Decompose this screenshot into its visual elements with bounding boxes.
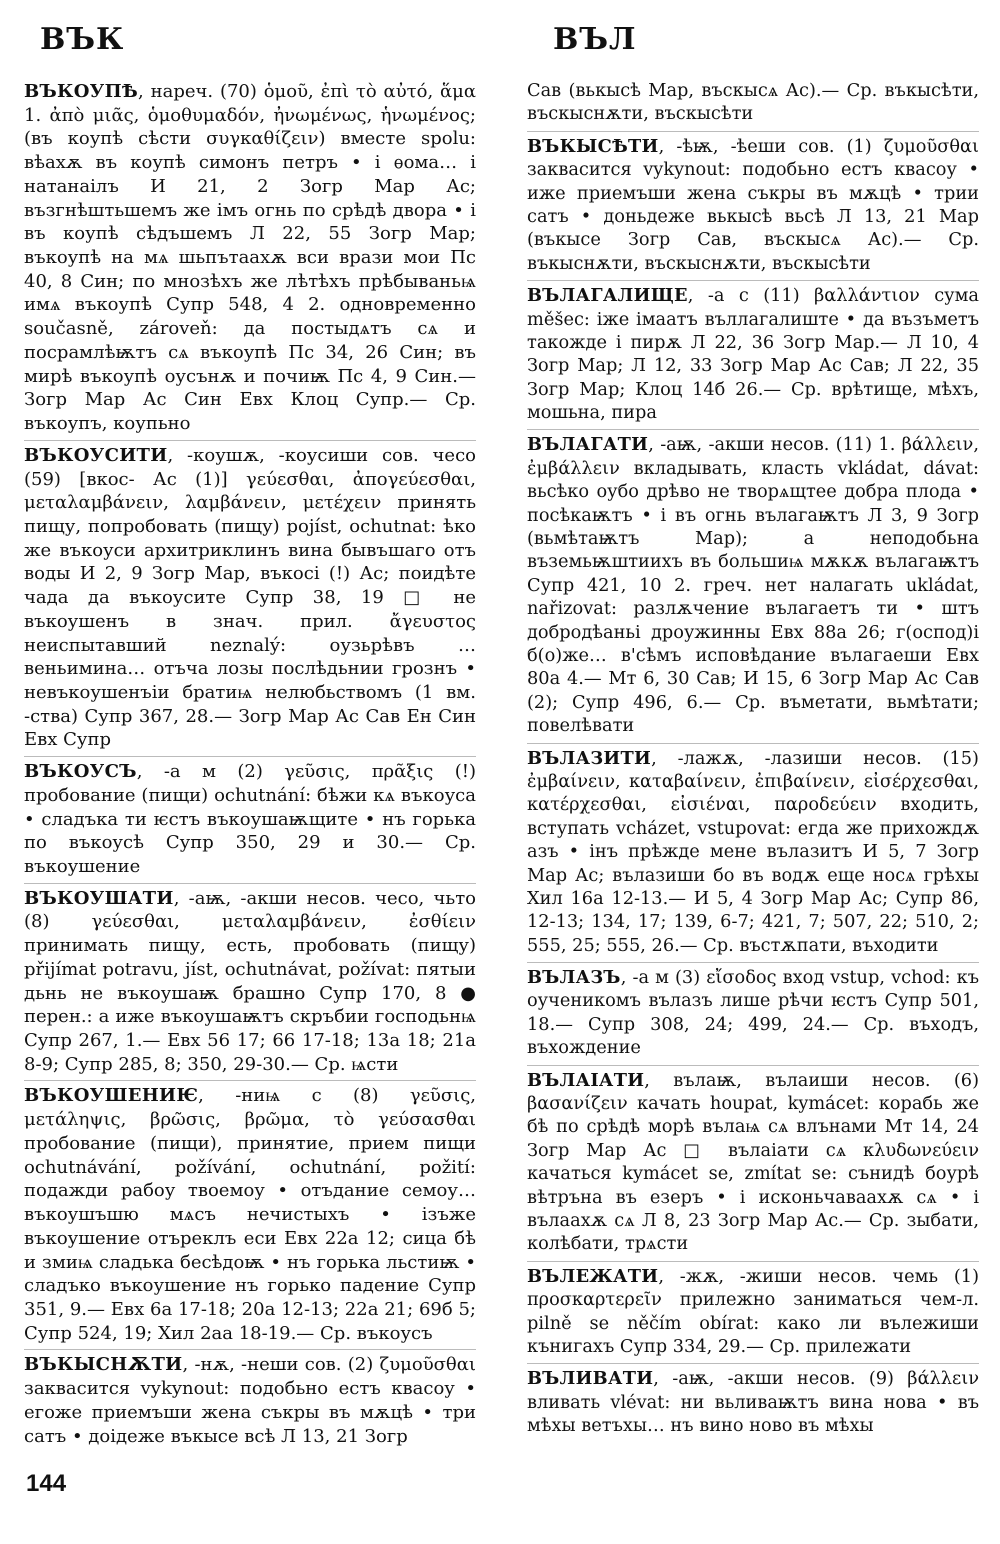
entry-headword: ВЪЛАЗЪ: [527, 967, 621, 989]
entry-separator: [24, 756, 476, 757]
entry-headword: ВЪЛИВАТИ: [527, 1368, 654, 1390]
entry-headword: ВЪЛАГАЛИЩЕ: [527, 285, 688, 307]
dictionary-entry: [527, 80, 979, 127]
entry-text: -а с (11) βαλλάντιον сума měšec: іже імаатъ въллагалиште • да възъметъ такожде і пирѫ Л 22, 36 Зогр Мар.— Л 10, 4 Зогр Мар; Л 12, 33 Зогр Мар Ас Сав; Л 22, 35 Зогр Мар; Клоц 14б 26.— Ср. врѣтище, мѣхъ, мошьна, пира: [527, 286, 979, 424]
entry-separator: [527, 743, 979, 744]
left-column: [24, 80, 476, 1448]
dictionary-entry: ВЪКОУПѢ, нареч. (70) ὁμοῦ, ἐπὶ τὸ αὐτό, ἅμα 1. ἀπὸ μιᾶς, ὁμοθυμαδόν, ἠνωμένως, ἡνωμένος; (въ коупѣ сѣсти συγκαθίζειν) вместе spolu: вѣахѫ въ коупѣ симонъ петръ • і ѳома… і натанаілъ И 21, 2 Зогр Мар Ас; възгнѣштьшемъ же імъ огнь по срѣдѣ двора • і въ коупѣ сѣдъшемъ Л 22, 55 Зогр Мар; въкоупѣ на мѧ шьпътаахѫ вси врази мои Пс 40, 8 Син; по мнозѣхъ же лѣтѣхъ прѣбываньѩ имѧ въкоупѣ Супр 548, 4 2. одновременно současně, zároveň: да постыдѧтъ сѧ и посрамлѣѭтъ сѧ въкоупѣ Пс 34, 26 Син; въ мирѣ въкоупѣ оусънѫ и почиѭ Пс 4, 9 Син.— Зогр Мар Ас Син Евх Клоц Супр.— Ср. въкоупъ, коупьно: [24, 81, 476, 435]
entry-headword: ВЪЛАІАТИ: [527, 1069, 645, 1091]
entry-text: -аѭ, -акши несов. (9) βάλλειν вливать vlévat: ни вьливаѭтъ вина нова • въ мѣхы ветъхы… нъ вино ново въ мѣхы: [527, 1369, 980, 1437]
entry-headword: ВЪКЫСѢТИ: [527, 135, 659, 157]
dictionary-entry: ВЪЛАГАЛИЩЕ, -а с (11) βαλλάντιον сума měšec: іже імаатъ въллагалиште • да възъметъ такожде і пирѫ Л 22, 36 Зогр Мар.— Л 10, 4 Зогр Мар; Л 12, 33 Зогр Мар Ас Сав; Л 22, 35 Зогр Мар; Клоц 14б 26.— Ср. врѣтище, мѣхъ, мошьна, пира: [527, 285, 979, 424]
entry-separator: [527, 1261, 979, 1262]
dictionary-entry: ВЪЛЕЖАТИ, -жѫ, -жиши несов. чемь (1) προσκαρτερεῖν прилежно заниматься чем-л. pilně se něčím obírat: како ли вълежиши кънигахъ Супр 334, 29.— Ср. прилежати: [527, 1265, 979, 1357]
dictionary-entry: ВЪКЫСНѪТИ, -нѫ, -неши сов. (2) ζυμοῦσθαι заквасится vykynout: подобьно естъ квасоу • егоже приемъши жена съкры въ мѫцѣ • три сатъ • доідеже въкысе всѣ Л 13, 21 Зогр: [24, 1354, 476, 1447]
entry-headword: ВЪКОУШАТИ: [24, 887, 174, 909]
entry-text: -а м (2) γεῦσις, πρᾶξις (!) пробование (пищи) ochutnání: бѣжи кѧ въкоуса • сладъка ти ѥстъ въкоушаѭщите • нъ горька по въкоусѣ Супр 350, 29 и 30.— Ср. въкоушение: [24, 761, 476, 877]
entry-text: -ниѩ с (8) γεῦσις, μετάληψις, βρῶσις, βρῶμα, τὸ γεύσασθαι пробование (пищи), принятие, прием пищи ochutnávání, požívání, ochutnání, požití: подажди рабоу твоемоу • отъдание семоу… въкоушъшю мѧсъ нечистыхъ • ізъже въкоушение отъреклъ еси Евх 22а 12; сица бѣ и змиѩ сладька бесѣдоѭ • нъ горька льстиѭ • сладъко въкоушение нъ горько падение Супр 351, 9.— Евх 6а 17-18; 20а 12-13; 22а 21; 69б 5; Супр 524, 19; Хил 2аа 18-19.— Ср. въкоусъ: [24, 1085, 476, 1344]
entry-separator: [24, 1349, 476, 1350]
entry-separator: [527, 1065, 979, 1066]
dictionary-entry: ВЪКОУШЕНИѤ, -ниѩ с (8) γεῦσις, μετάληψις, βρῶσις, βρῶμα, τὸ γεύσασθαι пробование (пищи), принятие, прием пищи ochutnávání, požívání, ochutnání, požití: подажди рабоу твоемоу • отъдание семоу… въкоушъшю мѧсъ нечистыхъ • ізъже въкоушение отъреклъ еси Евх 22а 12; сица бѣ и змиѩ сладька бесѣдоѭ • нъ горька льстиѭ • сладъко въкоушение нъ горько падение Супр 351, 9.— Евх 6а 17-18; 20а 12-13; 22а 21; 69б 5; Супр 524, 19; Хил 2аа 18-19.— Ср. въкоусъ: [24, 1085, 476, 1344]
dictionary-entry: ВЪЛАЗИТИ, -лажѫ, -лазиши несов. (15) ἐμβαίνειν, καταβαίνειν, ἐπιβαίνειν, εἰσέρχεσθαι, κατέρχεσθαι, εἰσιέναι, παροδεύειν входить, вступать vcházet, vstupovat: егда же прихождѫ азъ • інъ прѣжде мене вълазитъ И 5, 7 Зогр Мар Ас; вълазиши бо въ водѫ еще носѧ грѣхы Хил 16а 12-13.— И 5, 4 Зогр Мар Ас; Супр 86, 12-13; 134, 17; 139, 6-7; 421, 7; 507, 22; 510, 2; 555, 25; 555, 26.— Ср. въстѫпати, въходити: [527, 747, 979, 956]
entry-headword: ВЪКЫСНѪТИ: [24, 1354, 183, 1376]
running-head-left: ВЪК: [40, 22, 125, 57]
entry-separator: [527, 1363, 979, 1364]
entry-separator: [24, 1080, 476, 1081]
dictionary-entry: ВЪЛАЗЪ, -а м (3) εἴσοδος вход vstup, vchod: къ оученикомъ вълазъ лише рѣчи ѥстъ Супр 501, 18.— Супр 308, 24; 499, 24.— Ср. въходъ, въхождение: [527, 967, 979, 1059]
entry-text: вълаѭ, вълаиши несов. (6) βασανίζειν качать houpat, kymácet: корабь же бѣ по срѣдѣ морѣ вълаѩ сѧ влънами Мт 14, 24 Зогр Мар Ас □ вълаіати сѧ κλυδωνεύειν качаться kymácet se, zmítat se: сънидѣ боурѣ вѣтръна въ езеръ • і исконьчаваахѫ сѧ • і вълаахѫ сѧ Л 8, 23 Зогр Мар Ас.— Ср. зыбати, колѣбати, трѧсти: [527, 1070, 979, 1255]
entry-text: -а м (3) εἴσοδος вход vstup, vchod: къ оученикомъ вълазъ лише рѣчи ѥстъ Супр 501, 18.— Супр 308, 24; 499, 24.— Ср. въходъ, въхождение: [527, 968, 979, 1059]
entry-headword: ВЪКОУШЕНИѤ: [24, 1085, 199, 1107]
entry-separator: [24, 440, 476, 441]
entry-headword: ВЪКОУСИТИ: [24, 444, 168, 466]
entry-text: -коушѫ, -коусиши сов. чесо (59) [вкос- Ас (1)] γεύεσθαι, ἀπογεύεσθαι, μεταλαμβάνειν, λαμβάνειν, μετέχειν принять пищу, попробовать (пищу) pojíst, ochutnat: ѣко же въкоуси архитриклинъ вина бывъшаго отъ воды И 2, 9 Зогр Мар, въкосі (!) Ас; поидѣте чада да въкоусите Супр 38, 19 □ не въкоушенъ в знач. прил. ἄγευστος неиспытавший neznalý: оузьрѣвъ … веньимина… отъча лозы послѣдьнии грознъ • невъкоушенъіи братиѩ нелюбьствомъ (1 вм. -ства) Супр 367, 28.— Зогр Мар Ас Сав Ен Син Евх Супр: [24, 444, 476, 751]
right-column: [527, 80, 979, 1438]
dictionary-entry: ВЪКЫСѢТИ, -ѣѭ, -ѣеши сов. (1) ζυμοῦσθαι заквасится vykynout: подобьно естъ квасоу • иже приемъши жена съкры въ мѫцѣ • трии сатъ • доньдеже вькысѣ вьсѣ Л 13, 21 Мар (въкысе Зогр Сав, въскысѧ Ас).— Ср. въкыснѫти, въскыснѫти, въскысѣти: [527, 135, 980, 274]
entry-text: нареч. (70) ὁμοῦ, ἐπὶ τὸ αὐτό, ἅμα 1. ἀπὸ μιᾶς, ὁμοθυμαδόν, ἠνωμένως, ἡνωμένος; (въ коупѣ сѣсти συγκαθίζειν) вместе spolu: вѣахѫ въ коупѣ симонъ петръ • і ѳома… і натанаілъ И 21, 2 Зогр Мар Ас; възгнѣштьшемъ же імъ огнь по срѣдѣ двора • і въ коупѣ сѣдъшемъ Л 22, 55 Зогр Мар; въкоупѣ на мѧ шьпътаахѫ вси врази мои Пс 40, 8 Син; по мнозѣхъ же лѣтѣхъ прѣбываньѩ имѧ въкоупѣ Супр 548, 4 2. одновременно současně, zároveň: да постыдѧтъ сѧ и посрамлѣѭтъ сѧ въкоупѣ Пс 34, 26 Син; въ мирѣ въкоупѣ оусънѫ и почиѭ Пс 4, 9 Син.— Зогр Мар Ас Син Евх Клоц Супр.— Ср. въкоупъ, коупьно: [24, 81, 476, 435]
entry-headword: ВЪЛАГАТИ: [527, 434, 649, 456]
entry-text: -аѭ, -акши несов. чесо, чьто (8) γεύεσθαι, μεταλαμβάνειν, ἐσθίειν принимать пищу, есть, пробовать (пищу) přijímat potravu, jíst, ochutnávat, požívat: пятыи дьнь не въкоушаѭ брашно Супр 170, 8 ● перен.: а иже въкоушаѭтъ скръбии господьнѩ Супр 267, 1.— Евх 56 17; 66 17-18; 13а 18; 21а 8-9; Супр 285, 8; 350, 29-30.— Ср. ѩсти: [24, 887, 476, 1075]
dictionary-entry: ВЪЛАГАТИ, -аѭ, -акши несов. (11) 1. βάλλειν, ἐμβάλλειν вкладывать, класть vkládat, dávat: вьсѣко оубо дрѣво не творѧщтее добра плода • посѣкаѭтъ • і въ огнь вълагаѭтъ Л 3, 9 Зогр (вьмѣтаѭтъ Мар); а неподобьна въземьѭштиихъ въ большиѩ мѫкѫ вълагаѭтъ Супр 421, 10 2. греч. нет налагать ukládat, nařizovat: разлѫчение вълагаетъ ти • штъ добродѣаньі дроужинны Евх 88а 26; г(оспод)і б(о)же… в'сѣмъ исповѣдание вълагаеши Евх 80а 4.— Мт 6, 30 Сав; И 15, 6 Зогр Мар Ас Сав (2); Супр 496, 6.— Ср. въметати, вьмѣтати; повелѣвати: [527, 434, 979, 737]
entry-text: -нѫ, -неши сов. (2) ζυμοῦσθαι заквасится vykynout: подобьно естъ квасоу • егоже приемъши жена съкры въ мѫцѣ • три сатъ • доідеже въкысе всѣ Л 13, 21 Зогр: [24, 1354, 476, 1447]
dictionary-entry: ВЪЛАІАТИ, вълаѭ, вълаиши несов. (6) βασανίζειν качать houpat, kymácet: корабь же бѣ по срѣдѣ морѣ вълаѩ сѧ влънами Мт 14, 24 Зогр Мар Ас □ вълаіати сѧ κλυδωνεύειν качаться kymácet se, zmítat se: сънидѣ боурѣ вѣтръна въ езеръ • і исконьчаваахѫ сѧ • і вълаахѫ сѧ Л 8, 23 Зогр Мар Ас.— Ср. зыбати, колѣбати, трѧсти: [527, 1069, 979, 1255]
entry-separator: [527, 280, 979, 281]
entry-separator: [24, 883, 476, 884]
entry-separator: [527, 962, 979, 963]
entry-text: Сав (вькысѣ Мар, въскысѧ Ас).— Ср. въкысѣти, въскыснѫти, въскысѣти: [527, 81, 979, 125]
entry-separator: [527, 429, 979, 430]
entry-separator: [527, 131, 979, 132]
entry-text: -аѭ, -акши несов. (11) 1. βάλλειν, ἐμβάλλειν вкладывать, класть vkládat, dávat: вьсѣко оубо дрѣво не творѧщтее добра плода • посѣкаѭтъ • і въ огнь вълагаѭтъ Л 3, 9 Зогр (вьмѣтаѭтъ Мар); а неподобьна въземьѭштиихъ въ большиѩ мѫкѫ вълагаѭтъ Супр 421, 10 2. греч. нет налагать ukládat, nařizovat: разлѫчение вълагаетъ ти • штъ добродѣаньі дроужинны Евх 88а 26; г(оспод)і б(о)же… в'сѣмъ исповѣдание вълагаеши Евх 80а 4.— Мт 6, 30 Сав; И 15, 6 Зогр Мар Ас Сав (2); Супр 496, 6.— Ср. въметати, вьмѣтати; повелѣвати: [527, 435, 979, 737]
entry-headword: ВЪЛАЗИТИ: [527, 747, 652, 769]
entry-headword: ВЪКОУСЪ: [24, 761, 137, 783]
entry-text: -ѣѭ, -ѣеши сов. (1) ζυμοῦσθαι заквасится vykynout: подобьно естъ квасоу • иже приемъши жена съкры въ мѫцѣ • трии сатъ • доньдеже вькысѣ вьсѣ Л 13, 21 Мар (въкысе Зогр Сав, въскысѧ Ас).— Ср. въкыснѫти, въскыснѫти, въскысѣти: [527, 136, 980, 274]
dictionary-entry: ВЪЛИВАТИ, -аѭ, -акши несов. (9) βάλλειν вливать vlévat: ни вьливаѭтъ вина нова • въ мѣхы ветъхы… нъ вино ново въ мѣхы: [527, 1368, 980, 1437]
entry-text: -лажѫ, -лазиши несов. (15) ἐμβαίνειν, καταβαίνειν, ἐπιβαίνειν, εἰσέρχεσθαι, κατέρχεσθαι, εἰσιέναι, παροδεύειν входить, вступать vcházet, vstupovat: егда же прихождѫ азъ • інъ прѣжде мене вълазитъ И 5, 7 Зогр Мар Ас; вълазиши бо въ водѫ еще носѧ грѣхы Хил 16а 12-13.— И 5, 4 Зогр Мар Ас; Супр 86, 12-13; 134, 17; 139, 6-7; 421, 7; 507, 22; 510, 2; 555, 25; 555, 26.— Ср. въстѫпати, въходити: [527, 748, 979, 956]
entry-text: -жѫ, -жиши несов. чемь (1) προσκαρτερεῖν прилежно заниматься чем-л. pilně se něčím obírat: како ли вълежиши кънигахъ Супр 334, 29.— Ср. прилежати: [527, 1266, 979, 1357]
entry-headword: ВЪКОУПѢ: [24, 81, 139, 102]
dictionary-entry: ВЪКОУСЪ, -а м (2) γεῦσις, πρᾶξις (!) пробование (пищи) ochutnání: бѣжи кѧ въкоуса • сладъка ти ѥстъ въкоушаѭщите • нъ горька по въкоусѣ Супр 350, 29 и 30.— Ср. въкоушение: [24, 761, 476, 877]
page-number: 144: [26, 1470, 67, 1497]
dictionary-entry: ВЪКОУСИТИ, -коушѫ, -коусиши сов. чесо (59) [вкос- Ас (1)] γεύεσθαι, ἀπογεύεσθαι, μεταλαμβάνειν, λαμβάνειν, μετέχειν принять пищу, попробовать (пищу) pojíst, ochutnat: ѣко же въкоуси архитриклинъ вина бывъшаго отъ воды И 2, 9 Зогр Мар, въкосі (!) Ас; поидѣте чада да въкоусите Супр 38, 19 □ не въкоушенъ в знач. прил. ἄγευστος неиспытавший neznalý: оузьрѣвъ … веньимина… отъча лозы послѣдьнии грознъ • невъкоушенъіи братиѩ нелюбьствомъ (1 вм. -ства) Супр 367, 28.— Зогр Мар Ас Сав Ен Син Евх Супр: [24, 444, 476, 751]
entry-headword: ВЪЛЕЖАТИ: [527, 1265, 659, 1287]
dictionary-entry: ВЪКОУШАТИ, -аѭ, -акши несов. чесо, чьто (8) γεύεσθαι, μεταλαμβάνειν, ἐσθίειν принимать пищу, есть, пробовать (пищу) přijímat potravu, jíst, ochutnávat, požívat: пятыи дьнь не въкоушаѭ брашно Супр 170, 8 ● перен.: а иже въкоушаѭтъ скръбии господьнѩ Супр 267, 1.— Евх 56 17; 66 17-18; 13а 18; 21а 8-9; Супр 285, 8; 350, 29-30.— Ср. ѩсти: [24, 887, 476, 1075]
running-head-right: ВЪЛ: [553, 22, 637, 57]
